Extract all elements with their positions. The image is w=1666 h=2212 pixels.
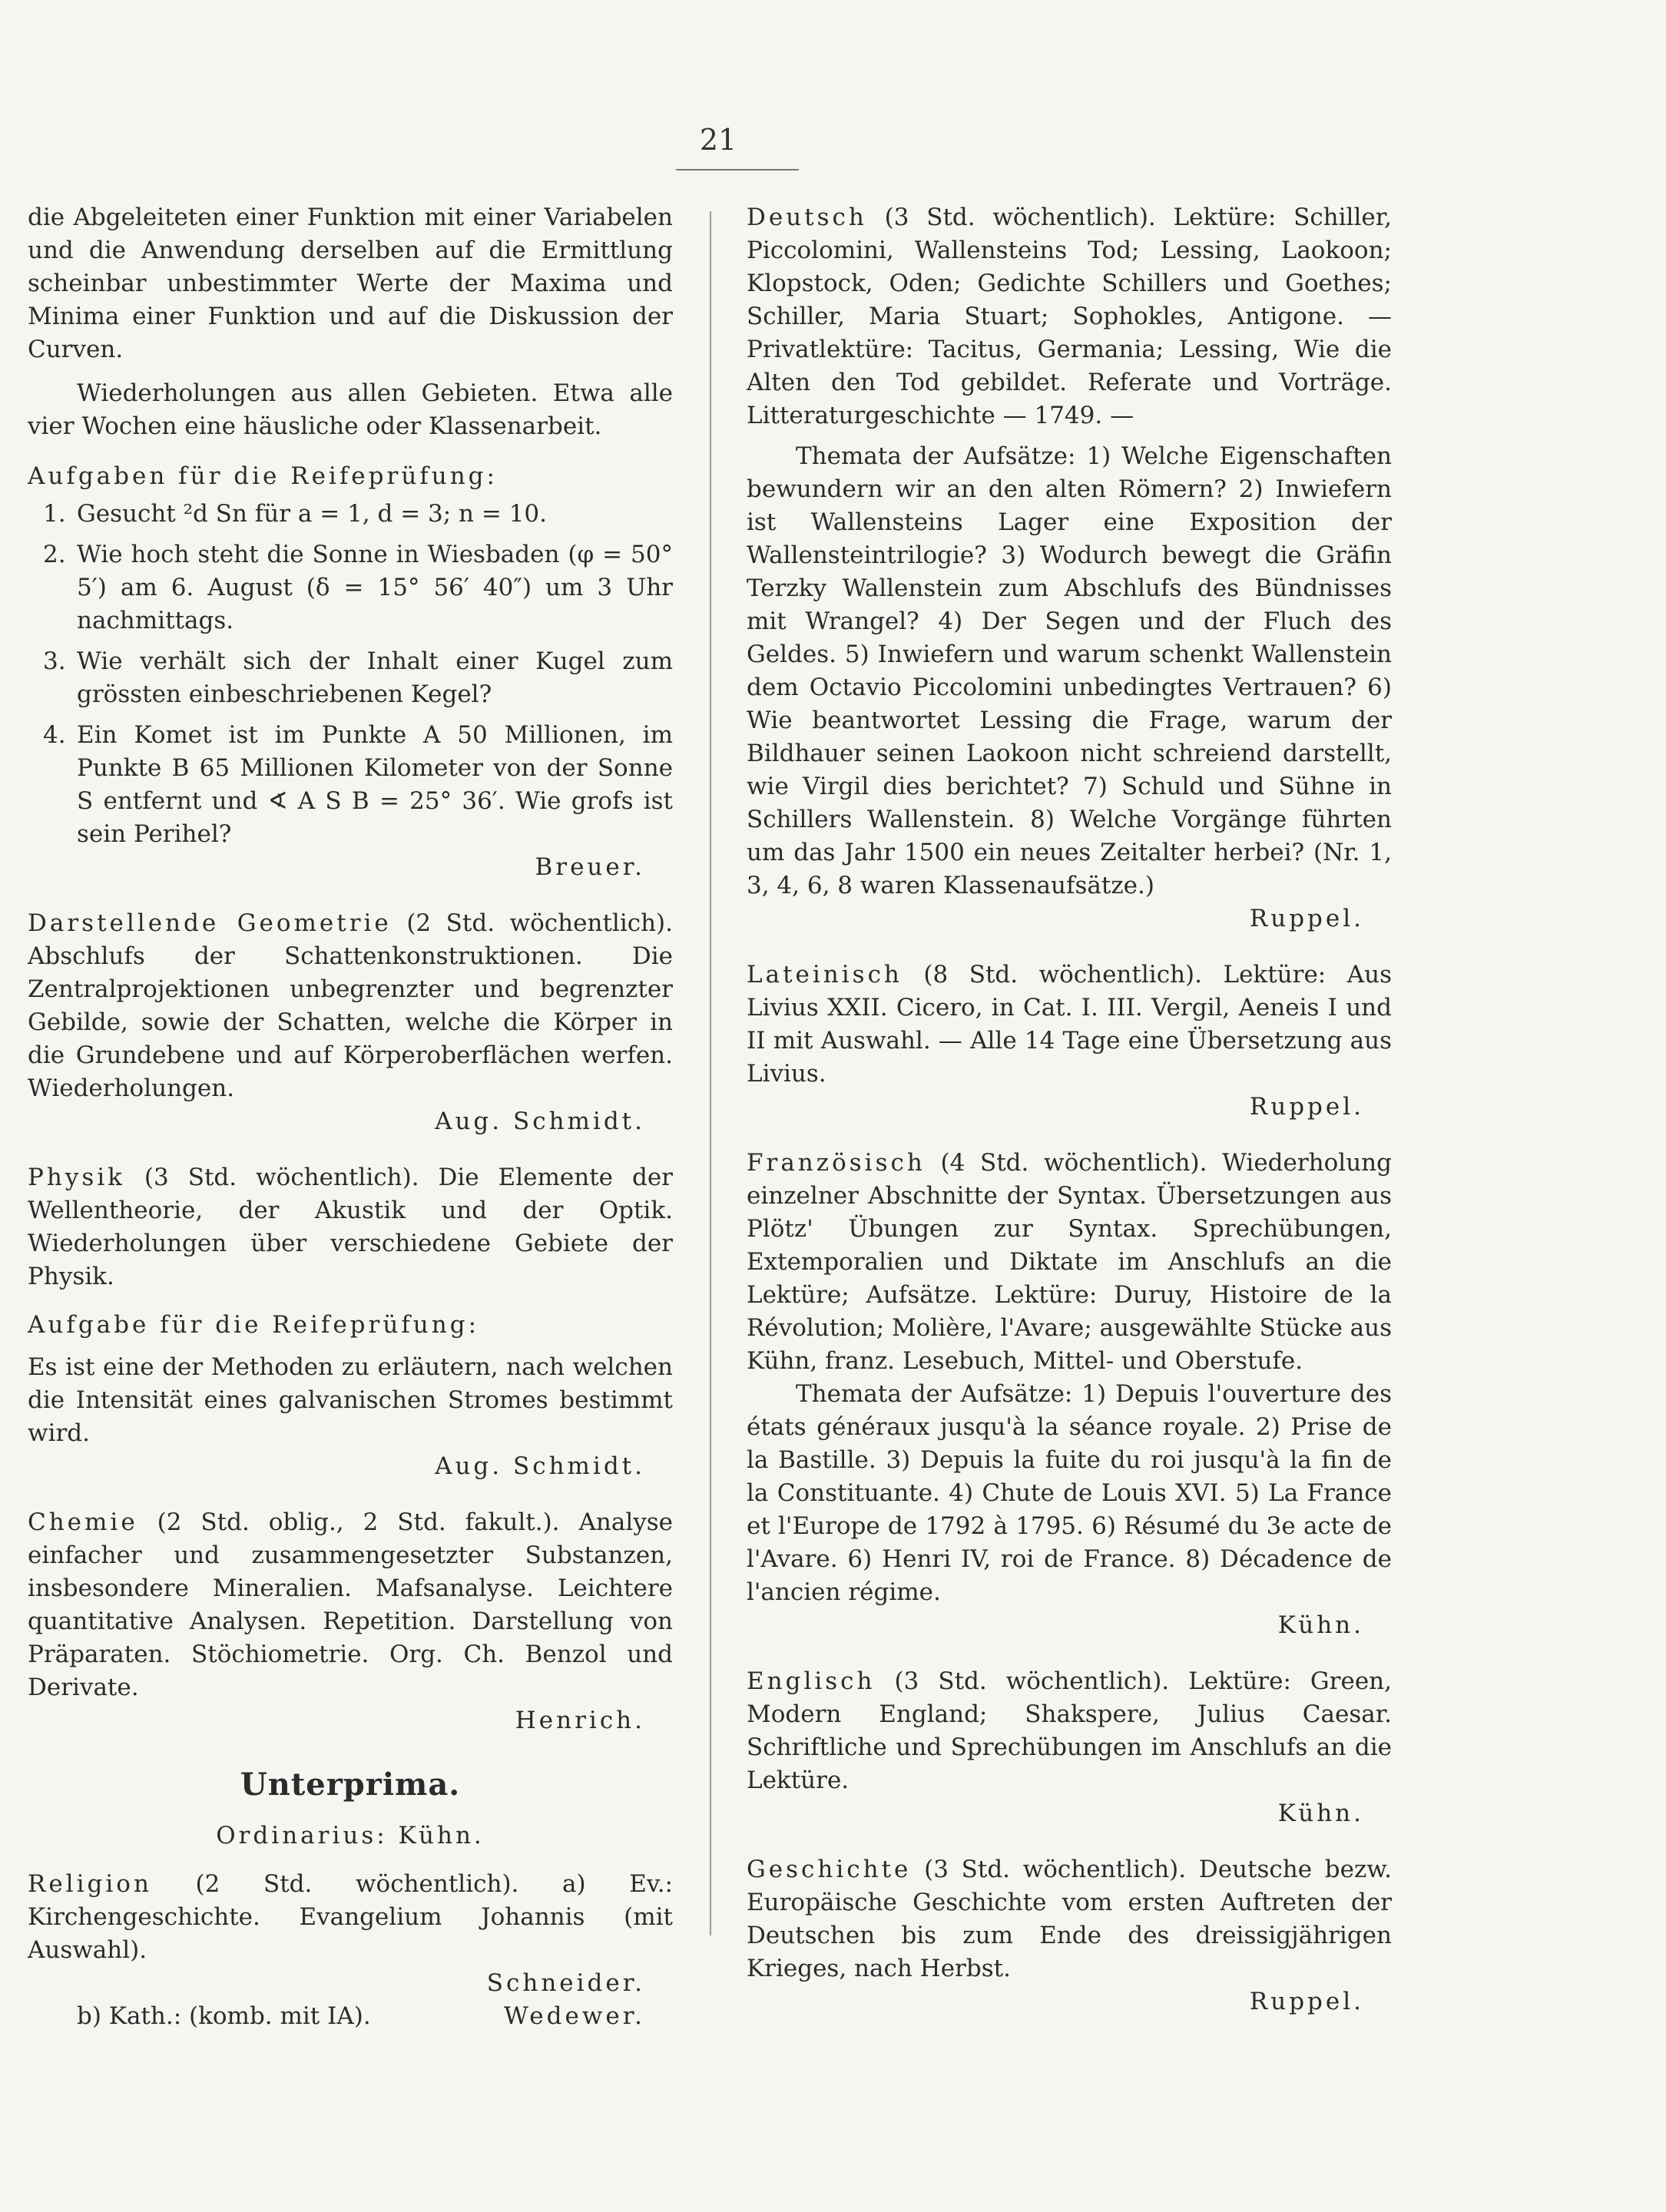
task-text: Ein Komet ist im Punkte A 50 Millionen, im Punkte B 65 Millionen Kilometer von der Sonne S entfernt und ∢ A S B = 25° 36′. Wie grofs ist sein Perihel?	[77, 721, 673, 848]
left-column	[28, 201, 673, 2033]
physik-task-heading: Aufgabe für die Reifeprüfung:	[28, 1311, 480, 1339]
deutsch-themes-paragraph	[747, 440, 1392, 935]
geometry-paragraph	[28, 907, 673, 1138]
physik-author: Aug. Schmidt.	[435, 1452, 645, 1480]
chemie-title: Chemie	[28, 1508, 138, 1536]
physik-task-paragraph	[28, 1351, 673, 1483]
geschichte-author: Ruppel.	[1249, 1988, 1364, 2015]
chemie-text: (2 Std. oblig., 2 Std. fakult.). Analyse einfacher und zusammengesetzter Substanzen, insbesondere Mineralien. Mafsanalyse. Leichtere quantitative Analysen. Repetition. Darstellung von Präparaten. Stöchiometrie. Org. Ch. Benzol und Derivate.	[28, 1508, 673, 1701]
column-divider	[710, 211, 711, 1936]
englisch-paragraph	[747, 1665, 1392, 1830]
ordinarius-line: Ordinarius: Kühn.	[216, 1822, 485, 1849]
task-text: Wie verhält sich der Inhalt einer Kugel zum grössten einbeschriebenen Kegel?	[77, 647, 673, 708]
physik-task-text: Es ist eine der Methoden zu erläutern, nach welchen die Intensität eines galvanischen Stromes bestimmt wird.	[28, 1353, 673, 1447]
geschichte-text: (3 Std. wöchentlich). Deutsche bezw. Europäische Geschichte vom ersten Auftreten der Deutschen bis zum Ende des dreissigjährigen Krieges, nach Herbst.	[747, 1856, 1392, 1982]
task-text: Gesucht ²d Sn für a = 1, d = 3; n = 10.	[77, 500, 548, 528]
physik-text: (3 Std. wöchentlich). Die Elemente der Wellentheorie, der Akustik und der Optik. Wiederholungen über verschiedene Gebiete der Physik.	[28, 1164, 673, 1290]
religion-author-b: Wedewer.	[503, 2002, 645, 2030]
religion-text: (2 Std. wöchentlich). a) Ev.: Kirchengeschichte. Evangelium Johannis (mit Auswahl).	[28, 1870, 673, 1964]
religion-paragraph	[28, 1868, 673, 2000]
religion-title: Religion	[28, 1870, 152, 1898]
math-author: Breuer.	[535, 853, 645, 881]
physik-paragraph	[28, 1161, 673, 1293]
religion-b-line	[28, 2000, 673, 2033]
geschichte-paragraph	[747, 1853, 1392, 2018]
physik-title: Physik	[28, 1164, 125, 1191]
task-number: 4.	[43, 721, 66, 749]
page-number: 21	[699, 123, 737, 157]
task-number: 3.	[43, 647, 66, 675]
deutsch-title: Deutsch	[747, 204, 867, 231]
religion-b-text: b) Kath.: (komb. mit IA).	[77, 2002, 371, 2030]
math-task-list	[28, 498, 673, 851]
deutsch-paragraph	[747, 201, 1392, 432]
math-intro-paragraph: die Abgeleiteten einer Funktion mit einer Variabelen und die Anwendung derselben auf die Ermittlung scheinbar unbestimmter Werte der Maxima und Minima einer Funktion und auf die Diskussion der Curven.	[28, 204, 673, 363]
geschichte-title: Geschichte	[747, 1856, 912, 1883]
task-text: Wie hoch steht die Sonne in Wiesbaden (φ = 50° 5′) am 6. August (δ = 15° 56′ 40″) um 3 Uhr nachmittags.	[77, 541, 673, 634]
list-item	[28, 538, 673, 637]
englisch-text: (3 Std. wöchentlich). Lektüre: Green, Modern England; Shakspere, Julius Caesar. Schriftliche und Sprechübungen im Anschlufs an die Lektüre.	[747, 1667, 1392, 1794]
task-number: 1.	[43, 500, 66, 528]
latein-paragraph	[747, 959, 1392, 1124]
latein-author: Ruppel.	[1249, 1093, 1364, 1121]
religion-author-a: Schneider.	[486, 1969, 645, 1997]
franz-paragraph	[747, 1147, 1392, 1378]
franz-themes-paragraph	[747, 1378, 1392, 1642]
math-repeat-paragraph: Wiederholungen aus allen Gebieten. Etwa alle vier Wochen eine häusliche oder Klassenarbeit.	[28, 379, 673, 440]
deutsch-themes-text: Themata der Aufsätze: 1) Welche Eigenschaften bewundern wir an den alten Römern? 2) Inwiefern ist Wallensteins Lager eine Exposition der Wallensteintrilogie? 3) Wodurch bewegt die Gräfin Terzky Wallenstein zum Abschlufs des Bündnisses mit Wrangel? 4) Der Segen und der Fluch des Geldes. 5) Inwiefern und warum schenkt Wallenstein dem Octavio Piccolomini unbedingtes Vertrauen? 6) Wie beantwortet Lessing die Frage, warum der Bildhauer seinen Laokoon nicht schreiend darstellt, wie Virgil dies berichtet? 7) Schuld und Sühne in Schillers Wallenstein. 8) Welche Vorgänge führten um das Jahr 1500 ein neues Zeitalter herbei? (Nr. 1, 3, 4, 6, 8 waren Klassenaufsätze.)	[747, 442, 1392, 899]
latein-text: (8 Std. wöchentlich). Lektüre: Aus Livius XXII. Cicero, in Cat. I. III. Vergil, Aeneis I und II mit Auswahl. — Alle 14 Tage eine Übersetzung aus Livius.	[747, 961, 1392, 1088]
geometry-title: Darstellende Geometrie	[28, 909, 392, 937]
latein-title: Lateinisch	[747, 961, 903, 988]
deutsch-text: (3 Std. wöchentlich). Lektüre: Schiller, Piccolomini, Wallensteins Tod; Lessing, Laokoon; Klopstock, Oden; Gedichte Schillers und Goethes; Schiller, Maria Stuart; Sophokles, Antigone. — Privatlektüre: Tacitus, Germania; Lessing, Wie die Alten den Tod gebildet. Referate und Vorträge. Litteraturgeschichte — 1749. —	[747, 204, 1392, 429]
franz-themes-text: Themata der Aufsätze: 1) Depuis l'ouverture des états généraux jusqu'à la séance royale. 2) Prise de la Bastille. 3) Depuis la fuite du roi jusqu'à la fin de la Constituante. 4) Chute de Louis XVI. 5) La France et l'Europe de 1792 à 1795. 6) Résumé du 3e acte de l'Avare. 6) Henri IV, roi de France. 8) Décadence de l'ancien régime.	[747, 1380, 1392, 1606]
franz-text: (4 Std. wöchentlich). Wiederholung einzelner Abschnitte der Syntax. Übersetzungen aus Plötz' Übungen zur Syntax. Sprechübungen, Extemporalien und Diktate im Anschlufs an die Lektüre; Aufsätze. Lektüre: Duruy, Histoire de la Révolution; Molière, l'Avare; ausgewählte Stücke aus Kühn, franz. Lesebuch, Mittel- und Oberstufe.	[747, 1149, 1392, 1375]
list-item	[28, 719, 673, 851]
franz-author: Kühn.	[1277, 1611, 1364, 1639]
task-number: 2.	[43, 541, 66, 568]
chemie-author: Henrich.	[515, 1707, 645, 1734]
franz-title: Französisch	[747, 1149, 926, 1177]
chemie-paragraph	[28, 1506, 673, 1737]
englisch-title: Englisch	[747, 1667, 876, 1695]
geometry-author: Aug. Schmidt.	[435, 1108, 645, 1135]
math-tasks-heading: Aufgaben für die Reifeprüfung:	[28, 462, 498, 490]
right-column	[747, 201, 1392, 2041]
deutsch-author: Ruppel.	[1249, 905, 1364, 932]
geometry-text: (2 Std. wöchentlich). Abschlufs der Schattenkonstruktionen. Die Zentralprojektionen unbegrenzter und begrenzter Gebilde, sowie der Schatten, welche die Körper in die Grundebene und auf Körperoberflächen werfen. Wiederholungen.	[28, 909, 674, 1102]
list-item	[28, 498, 673, 531]
section-heading: Unterprima.	[240, 1767, 461, 1803]
header-rule	[676, 169, 799, 171]
list-item	[28, 645, 673, 711]
englisch-author: Kühn.	[1277, 1800, 1364, 1827]
